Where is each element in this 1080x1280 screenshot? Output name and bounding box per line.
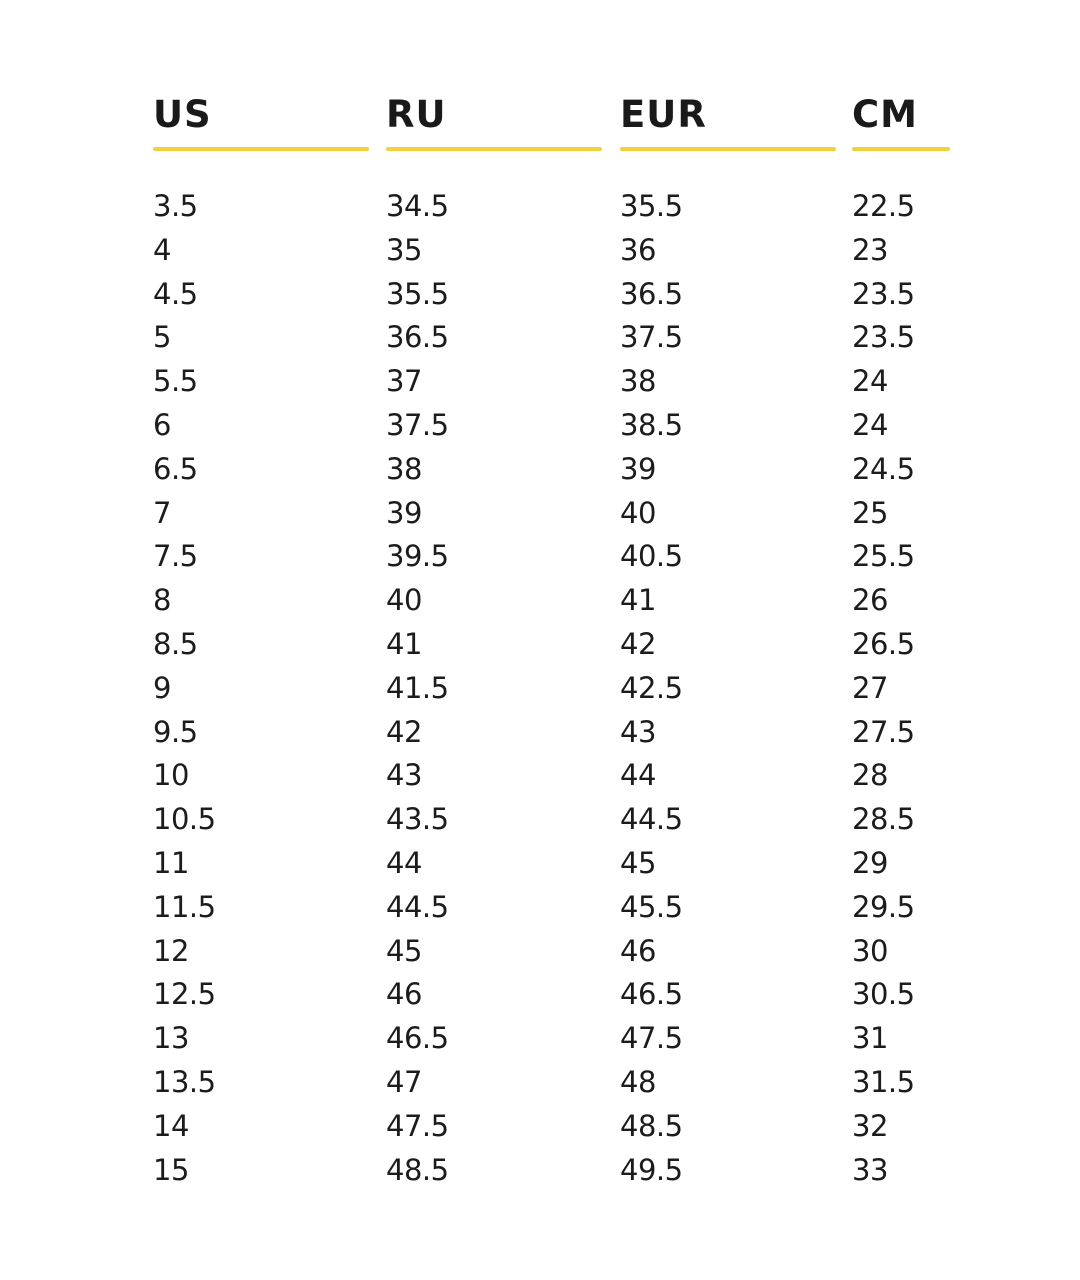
size-cell: 42.5: [620, 670, 683, 705]
size-cell: 30: [852, 933, 888, 968]
size-cell: 48.5: [620, 1108, 683, 1143]
size-cell: 44.5: [620, 802, 683, 837]
size-cell: 29.5: [852, 889, 915, 924]
size-cell: 37: [386, 364, 422, 399]
column-header-eur: EUR: [620, 93, 707, 136]
size-cell: 46.5: [386, 1021, 449, 1056]
size-cell: 23: [852, 232, 888, 267]
size-cell: 13: [153, 1021, 189, 1056]
column-values-us: [153, 185, 216, 1192]
size-cell: 43: [386, 758, 422, 793]
size-cell: 26.5: [852, 626, 915, 661]
size-cell: 23.5: [852, 276, 915, 311]
size-cell: 6.5: [153, 451, 198, 486]
size-cell: 24.5: [852, 451, 915, 486]
size-cell: 35: [386, 232, 422, 267]
size-cell: 30.5: [852, 977, 915, 1012]
size-cell: 15: [153, 1152, 189, 1187]
size-cell: 4: [153, 232, 171, 267]
size-cell: 43: [620, 714, 656, 749]
size-cell: 36.5: [620, 276, 683, 311]
size-cell: 47.5: [620, 1021, 683, 1056]
size-cell: 48.5: [386, 1152, 449, 1187]
size-cell: 4.5: [153, 276, 198, 311]
size-cell: 22.5: [852, 189, 915, 223]
size-cell: 46.5: [620, 977, 683, 1012]
size-cell: 37.5: [620, 320, 683, 355]
size-cell: 39: [620, 451, 656, 486]
size-cell: 36: [620, 232, 656, 267]
size-cell: 35.5: [620, 189, 683, 223]
size-cell: 13.5: [153, 1064, 216, 1099]
size-cell: 41.5: [386, 670, 449, 705]
size-cell: 39: [386, 495, 422, 530]
size-cell: 7: [153, 495, 171, 530]
size-cell: 42: [386, 714, 422, 749]
size-cell: 26: [852, 583, 888, 618]
size-cell: 45: [386, 933, 422, 968]
size-cell: 43.5: [386, 802, 449, 837]
column-header-us: US: [153, 93, 212, 136]
size-cell: 41: [386, 626, 422, 661]
size-cell: 11: [153, 845, 189, 880]
size-cell: 49.5: [620, 1152, 683, 1187]
size-cell: 37.5: [386, 407, 449, 442]
size-cell: 38: [386, 451, 422, 486]
column-underline-eur: [620, 147, 836, 151]
size-cell: 31.5: [852, 1064, 915, 1099]
size-cell: 45: [620, 845, 656, 880]
size-cell: 6: [153, 407, 171, 442]
size-cell: 12.5: [153, 977, 216, 1012]
size-cell: 40: [620, 495, 656, 530]
size-cell: 28: [852, 758, 888, 793]
size-cell: 3.5: [153, 189, 198, 223]
size-cell: 33: [852, 1152, 888, 1187]
size-cell: 47.5: [386, 1108, 449, 1143]
size-cell: 10: [153, 758, 189, 793]
size-cell: 44: [620, 758, 656, 793]
size-cell: 25.5: [852, 539, 915, 574]
size-cell: 12: [153, 933, 189, 968]
size-cell: 31: [852, 1021, 888, 1056]
size-cell: 25: [852, 495, 888, 530]
column-underline-us: [153, 147, 369, 151]
size-cell: 42: [620, 626, 656, 661]
column-values-cm: [852, 185, 915, 1192]
size-cell: 9.5: [153, 714, 198, 749]
size-cell: 39.5: [386, 539, 449, 574]
size-cell: 46: [620, 933, 656, 968]
size-cell: 40: [386, 583, 422, 618]
size-cell: 23.5: [852, 320, 915, 355]
size-cell: 5: [153, 320, 171, 355]
size-cell: 41: [620, 583, 656, 618]
size-cell: 9: [153, 670, 171, 705]
size-cell: 47: [386, 1064, 422, 1099]
size-cell: 10.5: [153, 802, 216, 837]
size-cell: 7.5: [153, 539, 198, 574]
column-header-ru: RU: [386, 93, 447, 136]
size-cell: 29: [852, 845, 888, 880]
size-cell: 35.5: [386, 276, 449, 311]
size-cell: 14: [153, 1108, 189, 1143]
size-cell: 24: [852, 407, 888, 442]
column-values-ru: [386, 185, 449, 1192]
size-cell: 32: [852, 1108, 888, 1143]
size-cell: 44: [386, 845, 422, 880]
column-underline-cm: [852, 147, 950, 151]
size-cell: 38.5: [620, 407, 683, 442]
size-cell: 8.5: [153, 626, 198, 661]
size-cell: 11.5: [153, 889, 216, 924]
column-underline-ru: [386, 147, 602, 151]
size-cell: 36.5: [386, 320, 449, 355]
size-cell: 24: [852, 364, 888, 399]
column-values-eur: [620, 185, 683, 1192]
size-cell: 45.5: [620, 889, 683, 924]
size-cell: 27.5: [852, 714, 915, 749]
size-cell: 28.5: [852, 802, 915, 837]
size-cell: 8: [153, 583, 171, 618]
size-cell: 34.5: [386, 189, 449, 223]
size-cell: 38: [620, 364, 656, 399]
column-header-cm: CM: [852, 93, 918, 136]
size-cell: 48: [620, 1064, 656, 1099]
size-cell: 46: [386, 977, 422, 1012]
size-cell: 40.5: [620, 539, 683, 574]
size-cell: 44.5: [386, 889, 449, 924]
size-cell: 27: [852, 670, 888, 705]
size-cell: 5.5: [153, 364, 198, 399]
